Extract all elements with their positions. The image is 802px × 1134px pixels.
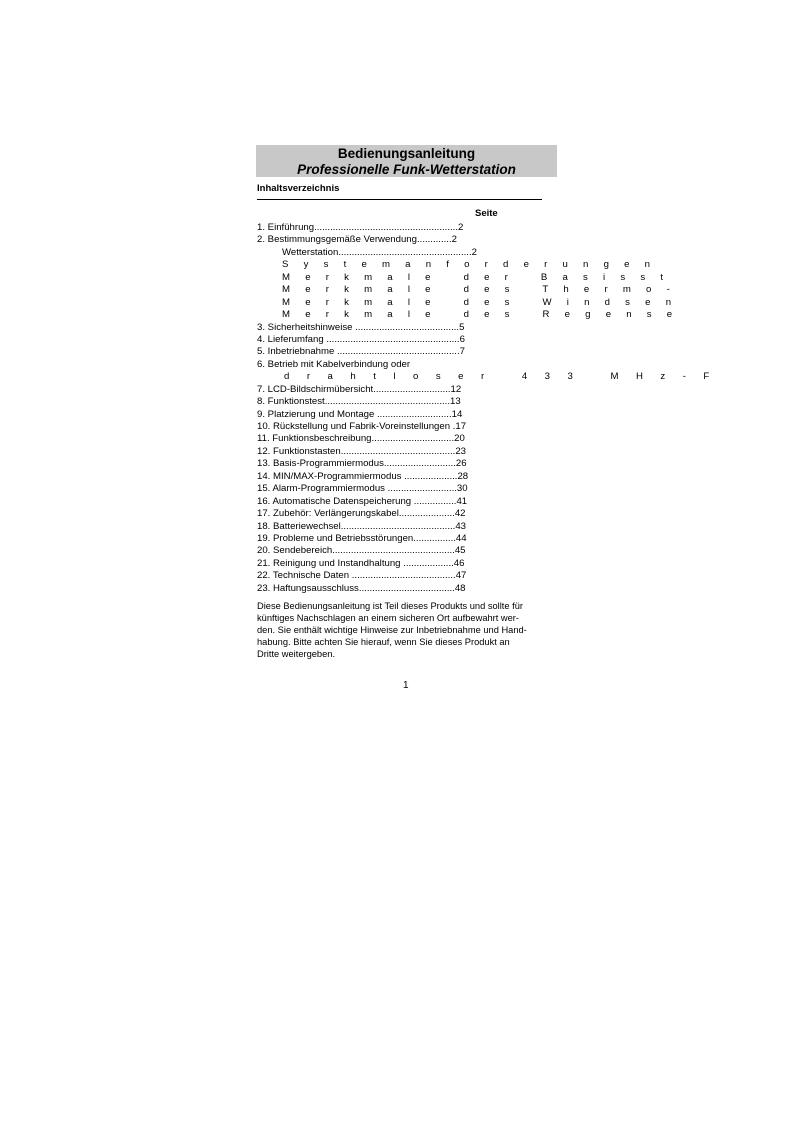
toc-entry: 3. Sicherheitshinweise .......................................5: [257, 321, 465, 333]
toc-entry: 13. Basis-Programmiermodus...........................26: [257, 458, 467, 470]
toc-entry: 10. Rückstellung und Fabrik-Voreinstellungen .17: [257, 421, 467, 432]
toc-entry: Wetterstation..................................................2: [282, 246, 477, 258]
toc-entry: 19. Probleme und Betriebsstörungen................44: [257, 532, 467, 544]
toc-entry: 15. Alarm-Programmiermodus ..........................30: [257, 483, 468, 495]
table-of-contents: [257, 222, 802, 595]
toc-entry: 6. Betrieb mit Kabelverbindung oder: [257, 358, 411, 370]
toc-entry: 1. Einführung......................................................2: [257, 222, 464, 233]
toc-entry-text: Merkmale des Thermo-: [282, 284, 685, 296]
toc-entry: 18. Batteriewechsel...........................................43: [257, 520, 467, 532]
page-number: 1: [403, 680, 409, 691]
toc-entry: 17. Zubehör: Verlängerungskabel.....................42: [257, 508, 466, 520]
toc-entry-spaced: [257, 272, 802, 284]
toc-entry-text: Systemanforderungen: [282, 259, 666, 271]
toc-heading: Inhaltsverzeichnis: [257, 183, 340, 194]
toc-entry-spaced: [257, 259, 802, 271]
toc-entry: 14. MIN/MAX-Programmiermodus ....................28: [257, 470, 469, 482]
toc-entry-spaced: [257, 371, 802, 383]
toc-entry: 20. Sendebereich..............................................45: [257, 545, 466, 557]
paragraph-line: habung. Bitte achten Sie hierauf, wenn Sie dieses Produkt an: [257, 637, 510, 648]
toc-entry-text: Merkmale des Regense: [282, 309, 688, 321]
toc-entry: 23. Haftungsausschluss....................................48: [257, 582, 466, 594]
toc-entry-text: Merkmale der Basisst: [282, 271, 679, 283]
toc-entry: 11. Funktionsbeschreibung...............................20: [257, 433, 465, 445]
toc-entry: 12. Funktionstasten...........................................23: [257, 445, 467, 457]
toc-entry: 16. Automatische Datenspeicherung ................41: [257, 495, 468, 507]
document-title: Bedienungsanleitung: [337, 146, 476, 161]
toc-heading-rule: [257, 199, 542, 200]
toc-entry: 8. Funktionstest...............................................13: [257, 396, 461, 408]
document-subtitle: Professionelle Funk-Wetterstation: [297, 161, 516, 177]
toc-entry: 2. Bestimmungsgemäße Verwendung.............2: [257, 234, 457, 246]
intro-paragraph: [257, 600, 557, 660]
toc-page-column-label: Seite: [475, 208, 498, 219]
toc-entry-text: drahtloser 433 MHz-F: [284, 371, 727, 383]
toc-entry: 5. Inbetriebnahme ..............................................7: [257, 346, 465, 358]
toc-entry-spaced: [257, 297, 802, 309]
document-title-box: [256, 145, 557, 177]
paragraph-line: Diese Bedienungsanleitung ist Teil dieses Produkts und sollte für: [257, 601, 523, 611]
toc-entry-text: Merkmale des Windsen: [282, 296, 687, 308]
paragraph-line: Dritte weitergeben.: [257, 649, 336, 660]
paragraph-line: künftiges Nachschlagen an einem sicheren Ort aufbewahrt wer-: [257, 613, 519, 624]
toc-entry-spaced: [257, 284, 802, 296]
toc-entry: 4. Lieferumfang ..................................................6: [257, 333, 465, 345]
toc-entry: 22. Technische Daten .......................................47: [257, 570, 467, 582]
toc-entry: 21. Reinigung und Instandhaltung ...................46: [257, 557, 465, 569]
paragraph-line: den. Sie enthält wichtige Hinweise zur Inbetriebnahme und Hand-: [257, 625, 527, 636]
toc-entry: 7. LCD-Bildschirmübersicht.............................12: [257, 383, 462, 395]
toc-entry-spaced: [257, 309, 802, 321]
toc-entry: 9. Platzierung und Montage ............................14: [257, 408, 463, 420]
